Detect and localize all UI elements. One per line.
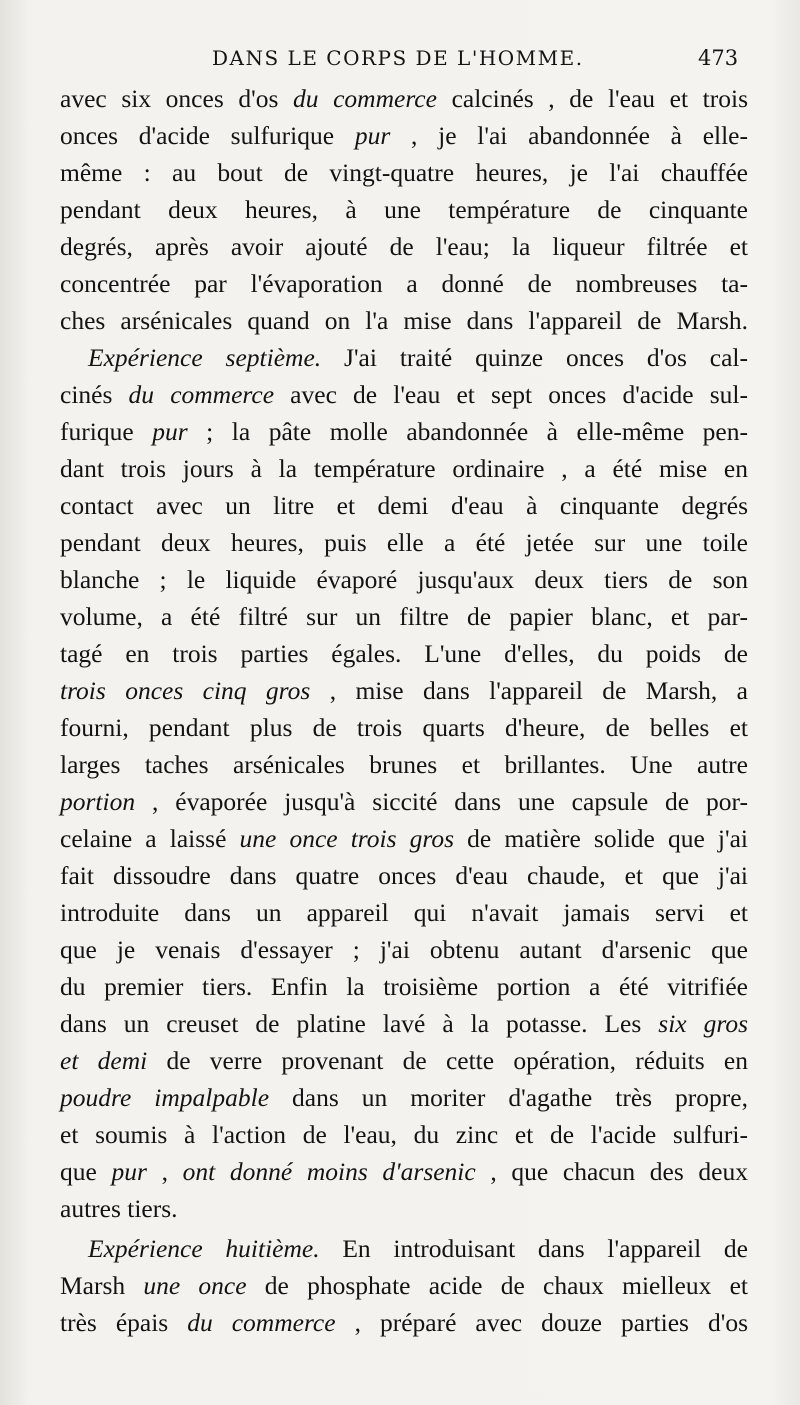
text-run: concentrée par l'évaporation a donné de nombreuses ta- [60,269,748,298]
text-line [60,561,748,598]
text-line [60,265,748,302]
text-line [60,524,748,561]
text-run: fourni, pendant plus de trois quarts d'heure, de belles et [60,713,748,742]
page-number: 473 [698,46,739,70]
text-line [60,302,748,339]
text-line [60,228,748,265]
text-run: contact avec un litre et demi d'eau à cinquante degrés [60,491,748,520]
text-line [60,857,748,894]
italic-phrase: et demi [60,1046,148,1075]
italic-phrase: pur [354,121,391,150]
text-line [60,635,748,672]
text-run: très épais [60,1308,188,1337]
text-run: tagé en trois parties égales. L'une d'elles, du poids de [60,639,748,668]
text-run: même : au bout de vingt-quatre heures, je l'ai chauffée [60,158,748,187]
italic-phrase: une once trois gros [239,824,455,853]
italic-phrase: trois onces cinq gros [60,676,311,705]
text-run: larges taches arsénicales brunes et brillantes. Une autre [60,750,748,779]
text-run: avec de l'eau et sept onces d'acide sul- [274,380,748,409]
body-text [60,80,748,1341]
text-line [60,339,748,376]
text-line [60,709,748,746]
text-line [60,820,748,857]
text-line [60,154,748,191]
text-run: et soumis à l'action de l'eau, du zinc et de l'acide sulfuri- [60,1120,748,1149]
text-line [60,1005,748,1042]
text-line [60,1267,748,1304]
text-run: onces d'acide sulfurique [60,121,355,150]
text-run: degrés, après avoir ajouté de l'eau; la liqueur filtrée et [60,232,748,261]
italic-phrase: poudre impalpable [60,1083,270,1112]
text-run: de verre provenant de cette opération, réduits en [147,1046,748,1075]
text-run: , mise dans l'appareil de Marsh, a [310,676,748,705]
text-run: dans un creuset de platine lavé à la potasse. Les [60,1009,659,1038]
text-run: que [60,1157,112,1186]
text-run: celaine a laissé [60,824,240,853]
italic-phrase: pur [111,1157,147,1186]
italic-phrase: du commerce [293,84,437,113]
italic-phrase: Expérience septième. [88,343,322,372]
text-run: , que chacun des deux [475,1157,748,1186]
text-line [60,783,748,820]
text-line [60,931,748,968]
text-line [60,191,748,228]
text-line [60,413,748,450]
italic-phrase: Expérience huitième. [88,1234,320,1263]
text-line [60,672,748,709]
text-run: autres tiers. [60,1194,178,1223]
text-run: pendant deux heures, à une température de cinquante [60,195,748,224]
text-line [60,1116,748,1153]
text-line [60,1230,748,1267]
text-run: ches arsénicales quand on l'a mise dans l'appareil de Marsh. [60,306,748,335]
text-run: J'ai traité quinze onces d'os cal- [321,343,748,372]
text-run: blanche ; le liquide évaporé jusqu'aux deux tiers de son [60,565,748,594]
text-line [60,487,748,524]
text-line [60,450,748,487]
italic-phrase: portion [60,787,136,816]
text-line [60,80,748,117]
text-line [60,1042,748,1079]
text-run: furique [60,417,153,446]
text-run: de phosphate acide de chaux mielleux et [246,1271,748,1300]
text-run: du premier tiers. Enfin la troisième portion a été vitrifiée [60,972,748,1001]
text-run: avec six onces d'os [60,84,293,113]
italic-phrase: six gros [658,1009,749,1038]
text-run: que je venais d'essayer ; j'ai obtenu autant d'arsenic que [60,935,748,964]
text-run: , évaporée jusqu'à siccité dans une capsule de por- [135,787,748,816]
text-line [60,894,748,931]
text-run: cinés [60,380,129,409]
text-run: de matière solide que j'ai [454,824,748,853]
text-run: , [146,1157,183,1186]
text-run: En introduisant dans l'appareil de [319,1234,748,1263]
text-line [60,746,748,783]
text-run: calcinés , de l'eau et trois [436,84,748,113]
text-run: fait dissoudre dans quatre onces d'eau chaude, et que j'ai [60,861,748,890]
text-run: volume, a été filtré sur un filtre de papier blanc, et par- [60,602,748,631]
text-run: pendant deux heures, puis elle a été jetée sur une toile [60,528,748,557]
text-line [60,598,748,635]
running-title: DANS LE CORPS DE L'HOMME. [212,46,584,70]
text-run: dans un moriter d'agathe très propre, [269,1083,748,1112]
italic-phrase: pur [152,417,188,446]
text-run: dant trois jours à la température ordinaire , a été mise en [60,454,748,483]
italic-phrase: du commerce [128,380,275,409]
text-line [60,376,748,413]
text-line [60,1153,748,1190]
text-run: introduite dans un appareil qui n'avait jamais servi et [60,898,748,927]
text-run: , je l'ai abandonnée à elle- [390,121,748,150]
text-line [60,117,748,154]
italic-phrase: ont donné moins d'arsenic [182,1157,476,1186]
text-line [60,968,748,1005]
text-run: Marsh [60,1271,144,1300]
text-line [60,1190,748,1227]
text-line [60,1079,748,1116]
page-header [0,40,800,76]
text-run: , préparé avec douze parties d'os [335,1308,748,1337]
text-line [60,1304,748,1341]
text-run: ; la pâte molle abandonnée à elle-même pen- [187,417,748,446]
italic-phrase: du commerce [187,1308,336,1337]
italic-phrase: une once [143,1271,247,1300]
